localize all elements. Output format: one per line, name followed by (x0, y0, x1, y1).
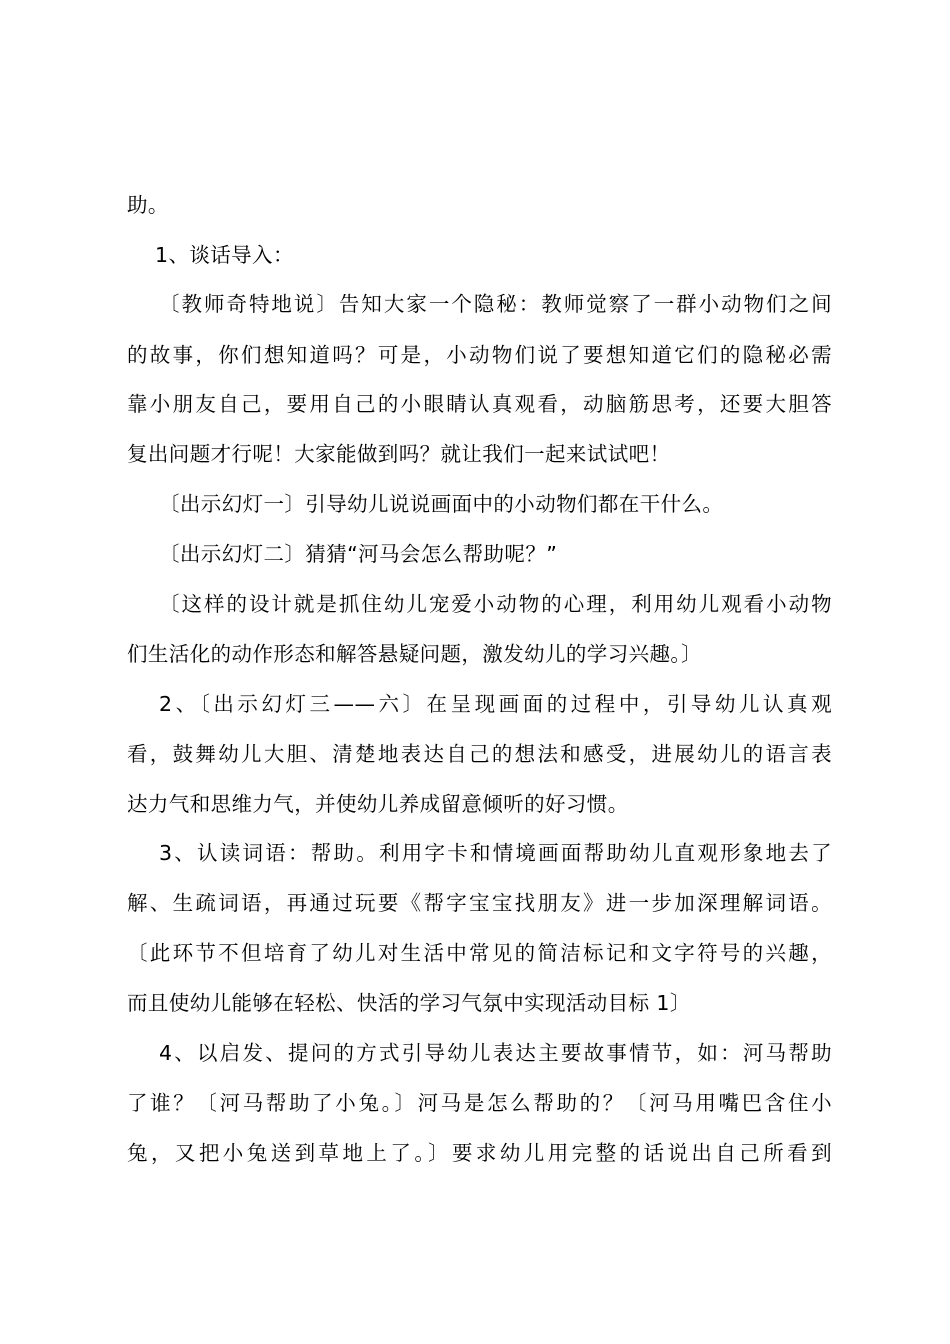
document-page (127, 0, 832, 1344)
paragraph-line: 〔教师奇特地说〕告知大家一个隐秘：教师觉察了一群小动物们之间 (159, 292, 832, 316)
paragraph-line: 〔此环节不但培育了幼儿对生活中常见的简洁标记和文字符号的兴趣， (127, 941, 832, 965)
paragraph-line: 〔出示幻灯二〕猜猜“河马会怎么帮助呢？” (159, 542, 558, 566)
paragraph-line: 靠小朋友自己，要用自己的小眼睛认真观看，动脑筋思考，还要大胆答 (127, 392, 832, 416)
paragraph-line: 的故事，你们想知道吗？可是，小动物们说了要想知道它们的隐秘必需 (127, 343, 832, 367)
paragraph-line: 助。 (127, 193, 169, 217)
paragraph-line: 〔出示幻灯一〕引导幼儿说说画面中的小动物们都在干什么。 (159, 492, 724, 516)
paragraph-line: 〔这样的设计就是抓住幼儿宠爱小动物的心理，利用幼儿观看小动物 (159, 592, 832, 616)
paragraph-line: 看，鼓舞幼儿大胆、清楚地表达自己的想法和感受，进展幼儿的语言表 (127, 742, 832, 766)
paragraph-line: 解、生疏词语，再通过玩要《帮字宝宝找朋友》进一步加深理解词语。 (127, 891, 832, 915)
paragraph-line: 们生活化的动作形态和解答悬疑问题，激发幼儿的学习兴趣。〕 (127, 642, 702, 666)
paragraph-line: 4、以启发、提问的方式引导幼儿表达主要故事情节，如：河马帮助 (159, 1041, 832, 1065)
paragraph-line: 复出问题才行呢！大家能做到吗？就让我们一起来试试吧！ (127, 442, 671, 466)
paragraph-line: 而且使幼儿能够在轻松、快活的学习气氛中实现活动目标 1〕 (127, 991, 691, 1015)
section-heading: 1、谈话导入： (155, 243, 294, 267)
paragraph-line: 兔，又把小兔送到草地上了。〕要求幼儿用完整的话说出自己所看到 (127, 1141, 832, 1165)
paragraph-line: 3、认读词语：帮助。利用字卡和情境画面帮助幼儿直观形象地去了 (159, 841, 832, 865)
paragraph-line: 达力气和思维力气，并使幼儿养成留意倾听的好习惯。 (127, 792, 629, 816)
paragraph-line: 了谁？〔河马帮助了小兔。〕河马是怎么帮助的？〔河马用嘴巴含住小 (127, 1091, 832, 1115)
paragraph-line: 2、〔出示幻灯三——六〕在呈现画面的过程中，引导幼儿认真观 (159, 692, 832, 716)
